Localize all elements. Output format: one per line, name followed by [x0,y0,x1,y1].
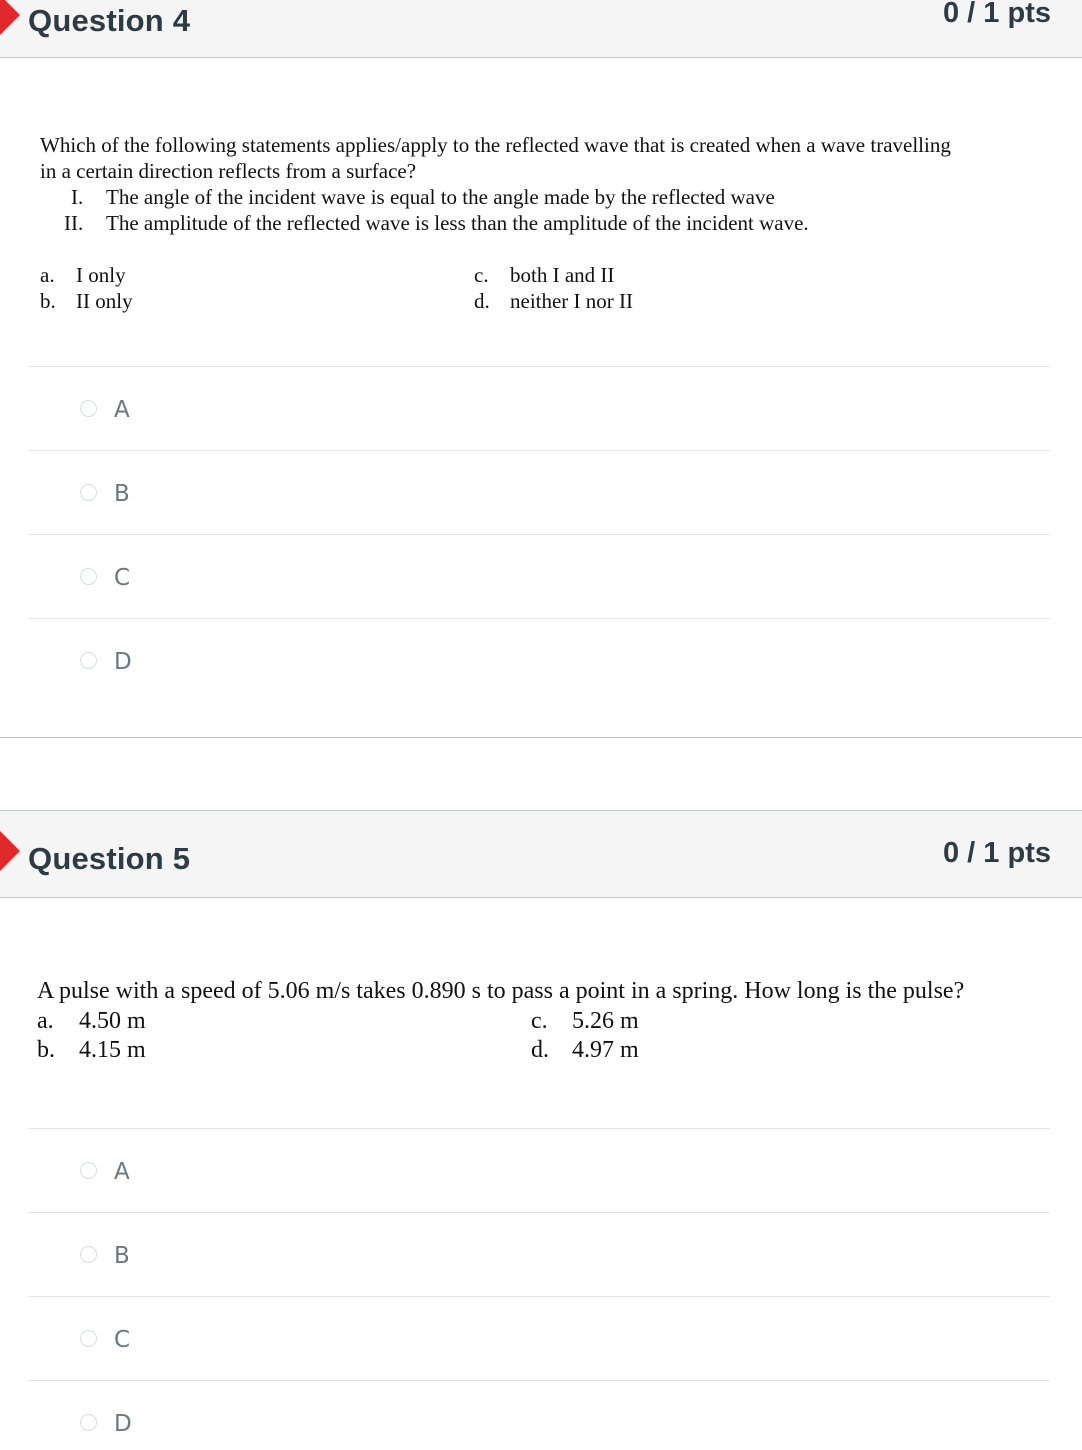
option-text: 5.26 m [572,1008,639,1034]
option-text: I only [76,263,126,287]
statement-number: I. [71,185,84,209]
answer-label[interactable]: D [114,649,132,675]
answer-label[interactable]: D [114,1411,132,1437]
answer-choice-a[interactable] [28,1128,1050,1212]
option-text: 4.97 m [572,1037,639,1063]
statement-text: The amplitude of the reflected wave is less than the amplitude of the incident wave. [106,211,809,235]
question-title: Question 5 [28,841,191,876]
option-letter: a. [40,263,55,287]
answer-label[interactable]: B [114,481,130,507]
question-5-header [0,810,1082,898]
question-divider [0,737,1082,738]
answer-choice-b[interactable] [28,1212,1050,1296]
radio-button[interactable] [80,484,97,501]
option-letter: b. [37,1037,55,1063]
radio-button[interactable] [80,400,97,417]
option-text: both I and II [510,263,615,287]
question-stem-line: in a certain direction reflects from a surface? [40,159,417,183]
answer-choice-c[interactable] [28,1296,1050,1380]
question-5-text-image [0,975,1082,1075]
option-letter: c. [531,1008,548,1034]
option-letter: c. [474,263,489,287]
answer-label[interactable]: C [114,1327,131,1353]
option-text: neither I nor II [510,289,634,313]
answer-label[interactable]: C [114,565,131,591]
radio-button[interactable] [80,1414,97,1431]
radio-button[interactable] [80,652,97,669]
option-letter: d. [474,289,490,313]
answer-choice-a[interactable] [28,366,1050,450]
question-flag-icon[interactable] [0,831,20,871]
answer-label[interactable]: A [114,1159,130,1185]
answer-choice-c[interactable] [28,534,1050,618]
question-stem-line: A pulse with a speed of 5.06 m/s takes 0.890 s to pass a point in a spring. How long is the pulse? [37,978,965,1004]
question-4-text-image [0,130,1082,330]
statement-text: The angle of the incident wave is equal to the angle made by the reflected wave [106,185,775,209]
answer-choice-d[interactable] [28,1380,1050,1450]
option-letter: d. [531,1037,549,1063]
answer-choice-d[interactable] [28,618,1050,702]
question-title: Question 4 [28,3,191,38]
option-text: 4.50 m [79,1008,146,1034]
question-stem-line: Which of the following statements applies/apply to the reflected wave that is created when a wave travelling [40,133,951,157]
radio-button[interactable] [80,568,97,585]
question-4-header [0,0,1082,58]
option-letter: b. [40,289,56,313]
statement-number: II. [64,211,84,235]
question-points: 0 / 1 pts [943,0,1051,29]
answer-label[interactable]: B [114,1243,130,1269]
question-flag-icon[interactable] [0,0,20,35]
radio-button[interactable] [80,1162,97,1179]
answer-label[interactable]: A [114,397,130,423]
question-points: 0 / 1 pts [943,837,1051,869]
option-text: 4.15 m [79,1037,146,1063]
answer-choice-b[interactable] [28,450,1050,534]
option-letter: a. [37,1008,54,1034]
radio-button[interactable] [80,1246,97,1263]
radio-button[interactable] [80,1330,97,1347]
option-text: II only [76,289,133,313]
